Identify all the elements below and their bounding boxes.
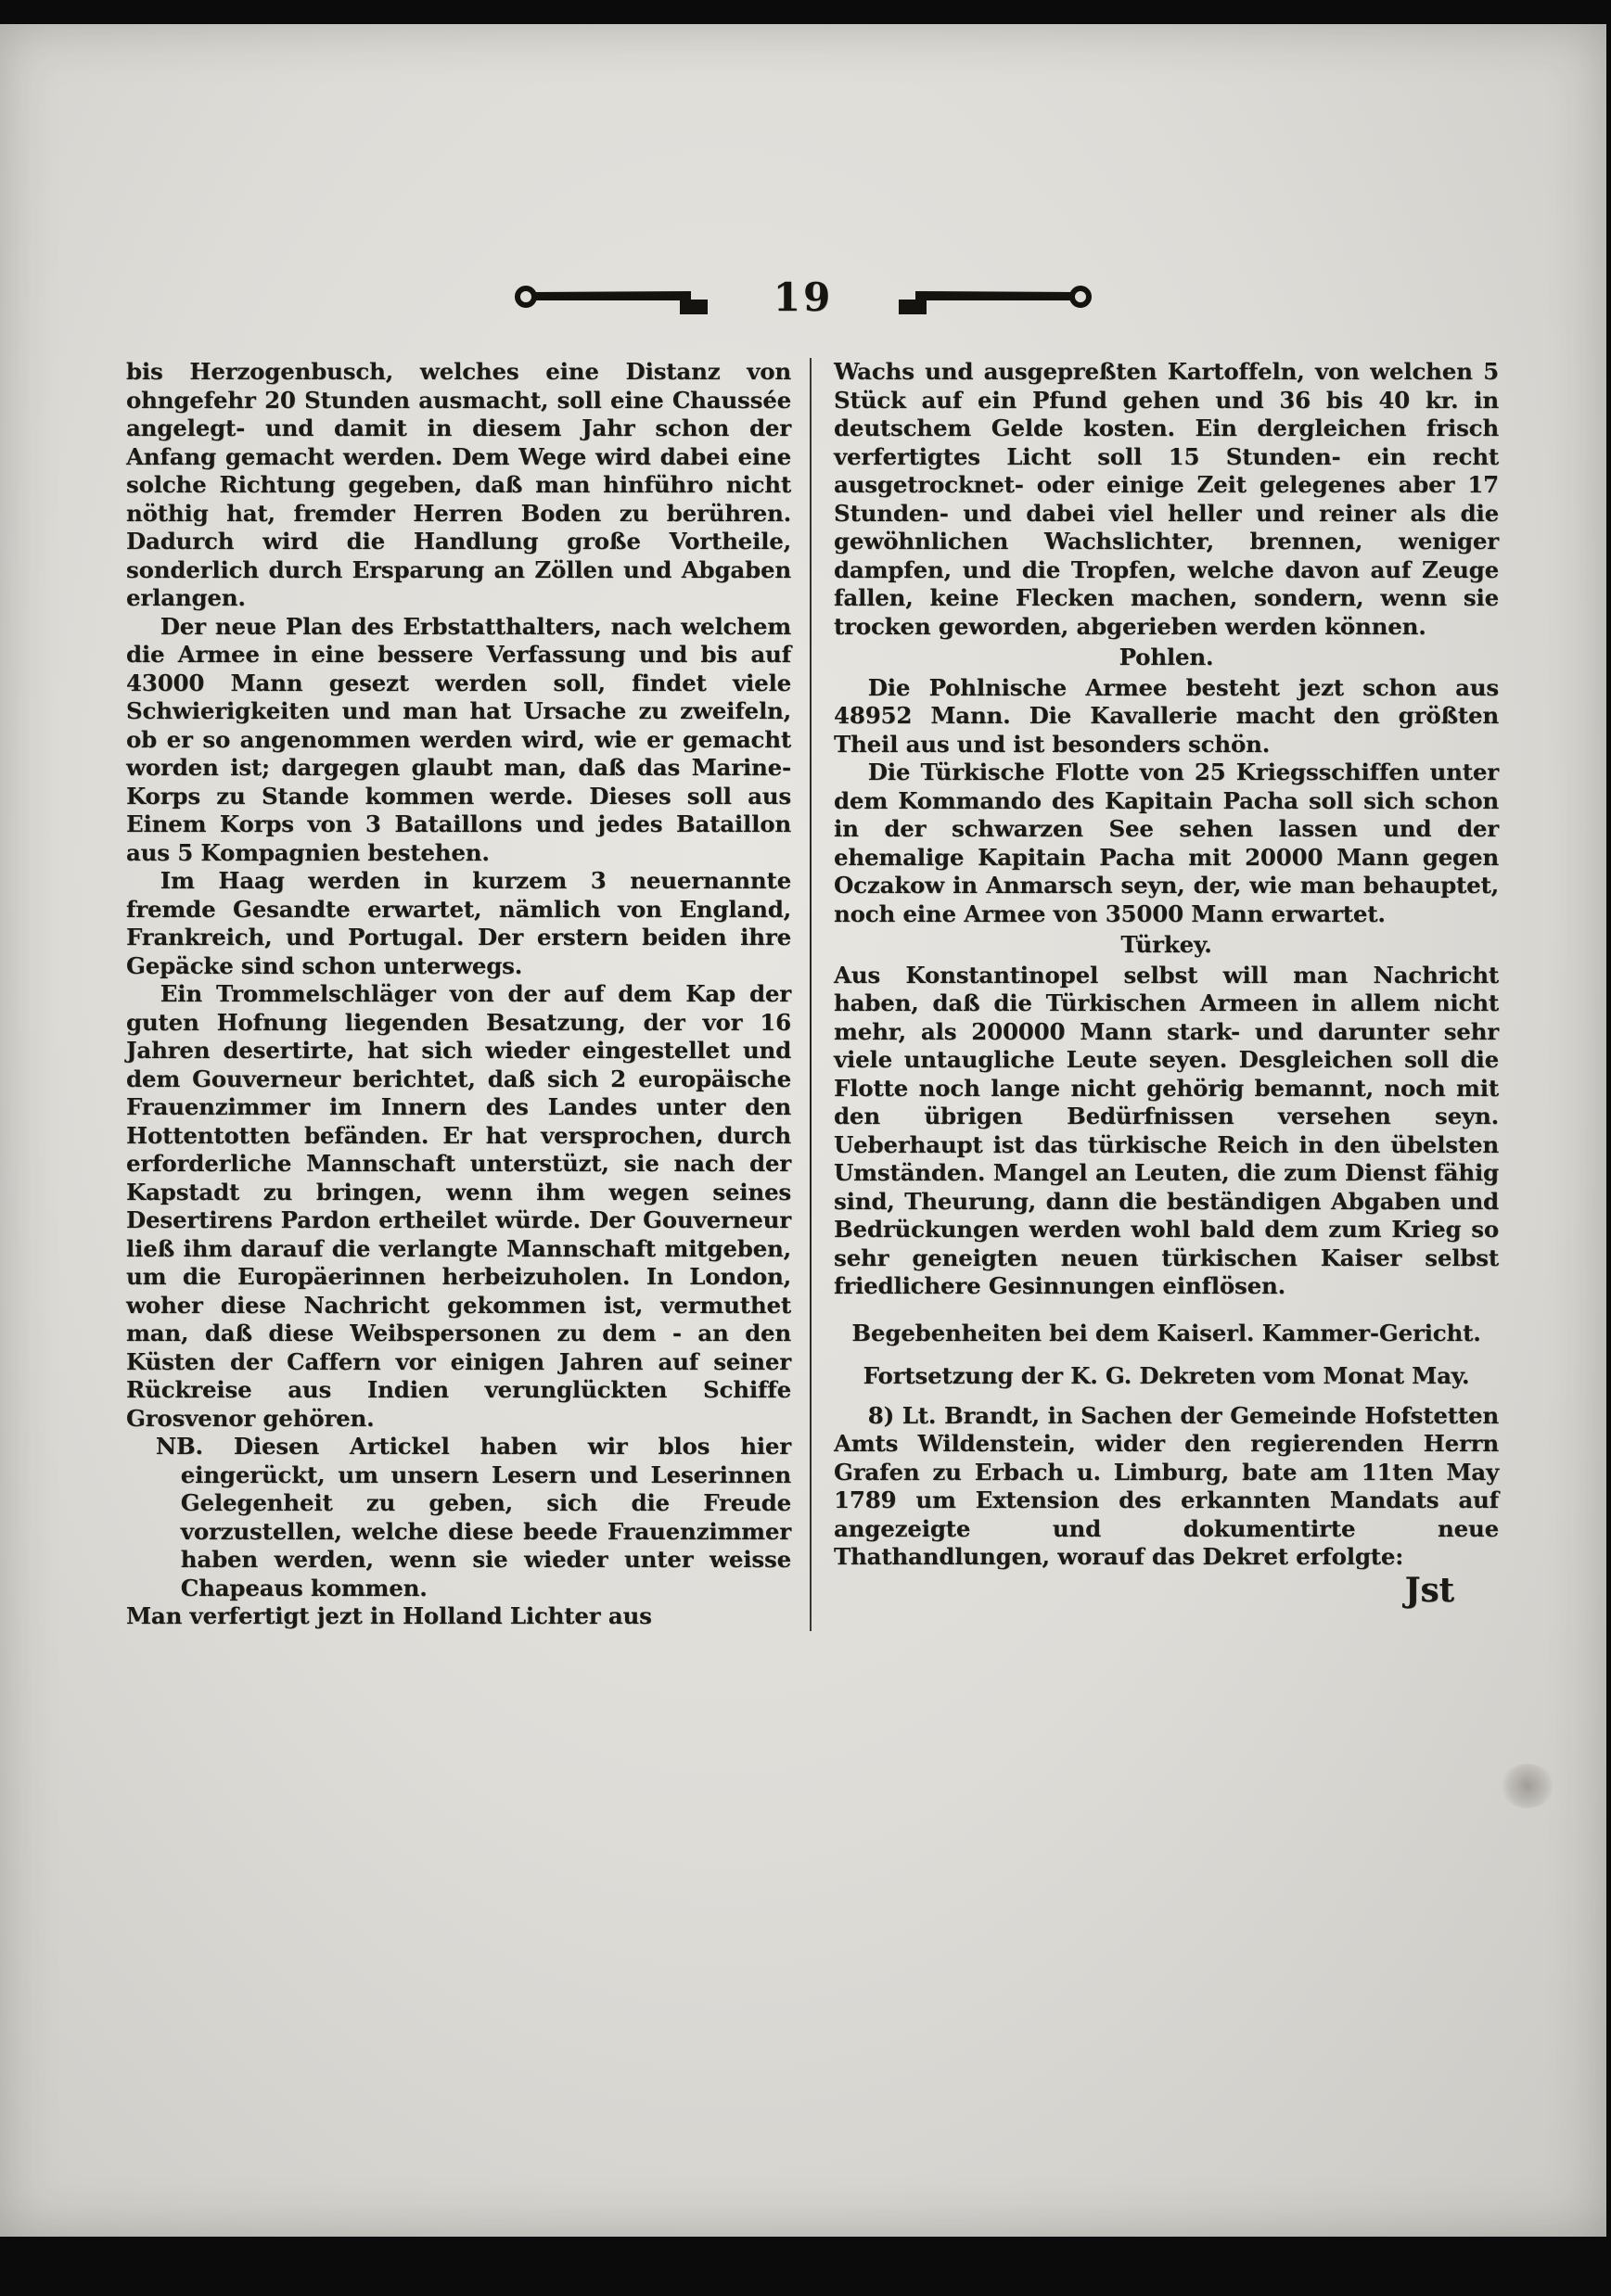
text-columns	[126, 358, 1515, 1631]
page-number: 19	[773, 274, 834, 320]
heading-kammergericht: Begebenheiten bei dem Kaiserl. Kammer-Gericht.	[851, 1319, 1481, 1346]
catchword: Jst	[1404, 1570, 1454, 1610]
left-column	[126, 358, 810, 1631]
paragraph-pohlnische-armee: Die Pohlnische Armee besteht jezt schon aus 48952 Mann. Die Kavallerie macht den größten Theil aus und ist besonders schön.	[834, 673, 1499, 758]
paragraph-tuerkische-flotte: Die Türkische Flotte von 25 Kriegsschiffen unter dem Kommando des Kapitain Pacha soll sich schon in der schwarzen See sehen lassen und der ehemalige Kapitain Pacha mit 20000 Mann gegen Oczakow in Anmarsch seyn, der, wie man behauptet, noch eine Armee von 35000 Mann erwartet.	[834, 759, 1499, 927]
header-ornament-right-icon	[876, 276, 1103, 319]
paragraph-konstantinopel: Aus Konstantinopel selbst will man Nachricht haben, daß die Türkischen Armeen in allem nicht mehr, als 200000 Mann stark- und darunter sehr viele untaugliche Leute seyen. Desgleichen soll die Flotte noch lange nicht gehörig bemannt, noch mit den übrigen Bedürfnissen versehen seyn. Ueberhaupt ist das türkische Reich in den übelsten Umständen. Mangel an Leuten, die zum Dienst fähig sind, Theurung, dann die beständigen Abgaben und Bedrückungen werden wohl bald dem zum Krieg so sehr geneigten neuen türkischen Kaiser selbst friedlichere Gesinnungen einflösen.	[834, 961, 1499, 1299]
paragraph-erbstatthalter-plan: Der neue Plan des Erbstatthalters, nach welchem die Armee in eine bessere Verfassung und bis auf 43000 Mann gesezt werden soll, findet viele Schwierigkeiten und man hat Ursache zu zweifeln, ob er so angenommen werden wird, wie er gemacht worden ist; dargegen glaubt man, daß das Marine-Korps zu Stande kommen werde. Dieses soll aus Einem Korps von 3 Bataillons und jedes Bataillon aus 5 Kompagnien bestehen.	[126, 612, 791, 866]
heading-tuerkey: Türkey.	[1120, 931, 1212, 958]
paragraph-nb-note: NB. Diesen Artickel haben wir blos hier eingerückt, um unsern Lesern und Leserinnen Gelegenheit zu geben, sich die Freude vorzustellen, welche diese beede Frauenzimmer haben werden, wenn sie wieder unter weisse Chapeaus kommen.	[155, 1433, 791, 1601]
heading-fortsetzung-dekrete: Fortsetzung der K. G. Dekreten vom Monat May.	[863, 1362, 1470, 1389]
right-column	[812, 358, 1499, 1631]
paragraph-holland-lichter: Man verfertigt jezt in Holland Lichter aus	[126, 1602, 652, 1629]
paragraph-trommelschlaeger: Ein Trommelschläger von der auf dem Kap der guten Hofnung liegenden Besatzung, der vor 16 Jahren desertirte, hat sich wieder eingestellet und dem Gouverneur berichtet, daß sich 2 europäische Frauenzimmer im Innern des Landes unter den Hottentotten befänden. Er hat versprochen, durch erforderliche Mannschaft unterstüzt, sie nach der Kapstadt zu bringen, wenn ihm wegen seines Desertirens Pardon ertheilet würde. Der Gouverneur ließ ihm darauf die verlangte Mannschaft mitgeben, um die Europäerinnen herbeizuholen. In London, woher diese Nachricht gekommen ist, vermuthet man, daß diese Weibspersonen zu dem - an den Küsten der Caffern vor einigen Jahren auf seiner Rückreise aus Indien verunglückten Schiffe Grosvenor gehören.	[126, 980, 791, 1432]
paragraph-brandt-dekret: 8) Lt. Brandt, in Sachen der Gemeinde Hofstetten Amts Wildenstein, wider den regierenden Herrn Grafen zu Erbach u. Limburg, bate am 11ten May 1789 um Extension des erkannten Mandats auf angezeigte und dokumentirte neue Thathandlungen, worauf das Dekret erfolgte:	[834, 1401, 1499, 1570]
paragraph-herzogenbusch: bis Herzogenbusch, welches eine Distanz von ohngefehr 20 Stunden ausmacht, soll eine Chaussée angelegt- und damit in diesem Jahr schon der Anfang gemacht werden. Dem Wege wird dabei eine solche Richtung gegeben, daß man hinführo nicht nöthig hat, fremder Herren Boden zu berühren. Dadurch wird die Handlung große Vortheile, sonderlich durch Ersparung an Zöllen und Abgaben erlangen.	[126, 358, 791, 611]
header-ornament-left-icon	[504, 276, 731, 319]
page-header	[0, 274, 1606, 320]
heading-pohlen: Pohlen.	[1119, 644, 1214, 670]
newspaper-page	[0, 24, 1606, 2237]
paragraph-haag-gesandte: Im Haag werden in kurzem 3 neuernannte fremde Gesandte erwartet, nämlich von England, Frankreich, und Portugal. Der erstern beiden ihre Gepäcke sind schon unterwegs.	[126, 867, 791, 979]
paragraph-kartoffel-lichter: Wachs und ausgepreßten Kartoffeln, von welchen 5 Stück auf ein Pfund gehen und 36 bis 40 kr. in deutschem Gelde kosten. Ein dergleichen frisch verfertigtes Licht soll 15 Stunden- ein recht ausgetrocknet- oder einige Zeit gelegenes aber 17 Stunden- und dabei viel heller und reiner als die gewöhnlichen Wachslichter, brennen, weniger dampfen, und die Tropfen, welche davon auf Zeuge fallen, keine Flecken machen, sondern, wenn sie trocken geworden, abgerieben werden können.	[834, 358, 1499, 640]
ink-smudge	[1501, 1764, 1554, 1808]
